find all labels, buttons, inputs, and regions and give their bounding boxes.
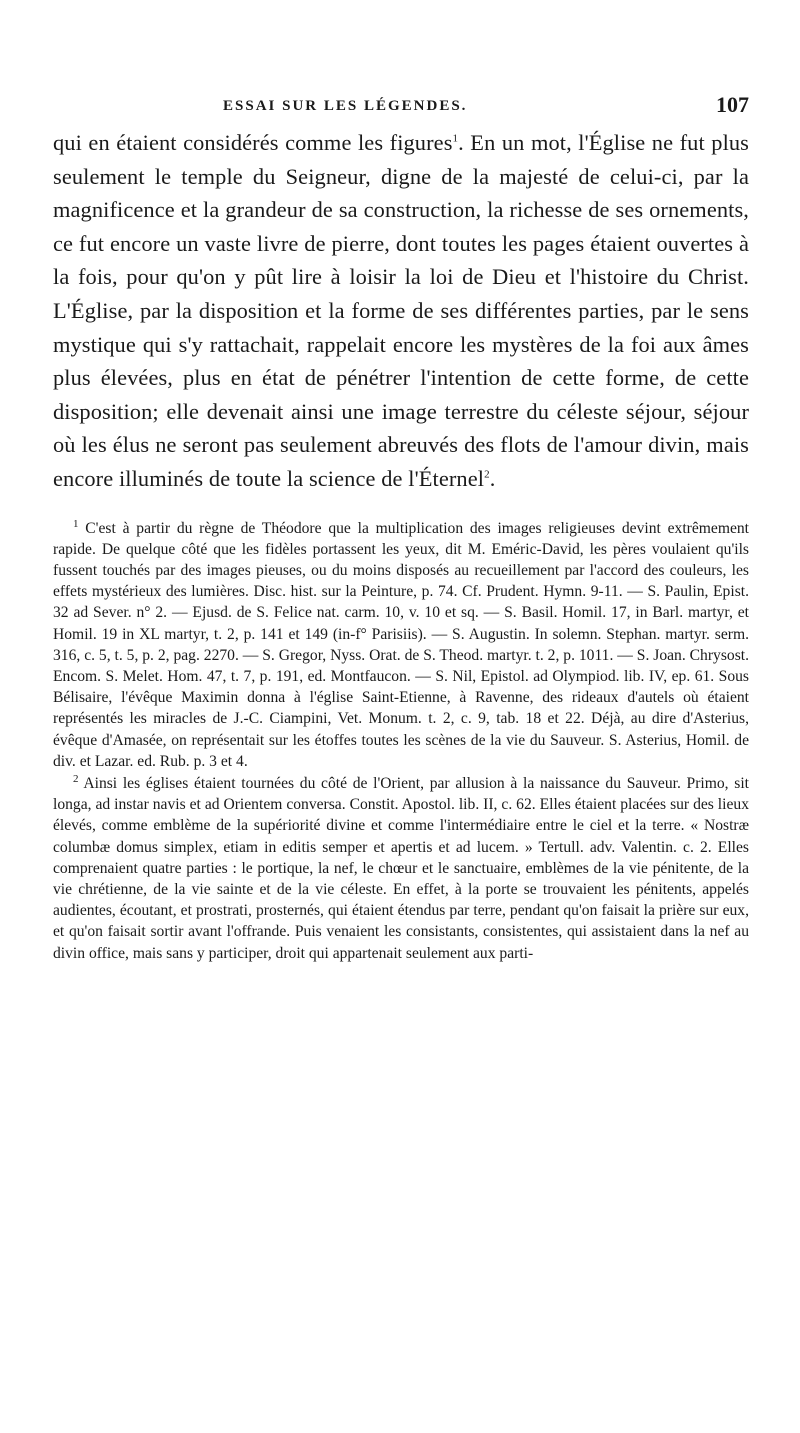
footnote-text-1: C'est à partir du règne de Théodore que la multiplication des images religieuses devint extrêmement rapide. De quelque côté que les fidèles portassent les yeux, dit M. Eméric-David, les pères voulaient qu'ils fussent touchés par des images pieuses, ou du moins disposés au recueillement par l'accord des couleurs, les effets mystérieux des lumières. Disc. hist. sur la Peinture, p. 74. Cf. Prudent. Hymn. 9-11. — S. Paulin, Epist. 32 ad Sever. n° 2. — Ejusd. de S. Felice nat. carm. 10, v. 10 et sq. — S. Basil. Homil. 17, in Barl. martyr, et Homil. 19 in XL martyr, t. 2, p. 141 et 149 (in-f° Parisiis). — S. Augustin. In solemn. Stephan. martyr. serm. 316, c. 5, t. 5, p. 2, pag. 2270. — S. Gregor, Nyss. Orat. de S. Theod. martyr. t. 2, p. 1011. — S. Joan. Chrysost. Encom. S. Melet. Hom. 47, t. 7, p. 191, ed. Montfaucon. — S. Nil, Epistol. ad Olympiod. lib. IV, ep. 61. Sous Bélisaire, l'évêque Maximin donna à l'église Saint-Etienne, à Ravenne, des rideaux d'autels où étaient représentés les miracles de J.-C. Ciampini, Vet. Monum. t. 2, c. 9, tab. 18 et 22. Déjà, au dire d'Asterius, évêque d'Amasée, on représentait sur les étoffes toutes les scènes de la vie du Sauveur. S. Asterius, Homil. de div. et Lazar. ed. Rub. p. 3 et 4.: [53, 519, 749, 770]
footnote-marker-2: 2: [73, 772, 79, 785]
main-paragraph: [53, 126, 749, 496]
footnotes: [53, 518, 749, 964]
paragraph-text-part1: qui en étaient considérés comme les figures: [53, 130, 453, 155]
footnote-marker-1: 1: [73, 517, 79, 530]
footnote-ref-2: 2: [484, 468, 490, 481]
footnote-2: [53, 773, 749, 964]
paragraph-text-end: .: [489, 465, 496, 491]
paragraph-text-part2: . En un mot, l'Église ne fut plus seulement le temple du Seigneur, digne de la majesté de celui-ci, par la magnificence et la grandeur de sa construction, la richesse de ses ornements, ce fut encore un vaste livre de pierre, dont toutes les pages étaient ouvertes à la fois, pour qu'on y pût lire à loisir la loi de Dieu et l'histoire du Christ. L'Église, par la disposition et la forme de ses différentes parties, par le sens mystique qui s'y rattachait, rappelait encore les mystères de la foi aux âmes plus élevées, plus en état de pénétrer l'intention de cette forme, de cette disposition; elle devenait ainsi une image terrestre du céleste séjour, séjour où les élus ne seront pas seulement abreuvés des flots de l'amour divin, mais encore illuminés de toute la science de l'Éternel: [53, 130, 749, 491]
book-page: [53, 92, 749, 964]
footnote-text-2: Ainsi les églises étaient tournées du côté de l'Orient, par allusion à la naissance du Sauveur. Primo, sit longa, ad instar navis et ad Orientem conversa. Constit. Apostol. lib. II, c. 62. Elles étaient placées sur des lieux élevés, comme emblème de la supériorité divine et comme l'intermédiaire entre le ciel et la terre. « Nostræ columbæ domus simplex, etiam in editis semper et apertis et ad lucem. » Tertull. adv. Valentin. c. 2. Elles comprenaient quatre parties : le portique, la nef, le chœur et le sanctuaire, emblèmes de la vie pénitente, de la vie chrétienne, de la vie sainte et de la vie céleste. En effet, à la porte se trouvaient les pénitents, appelés audientes, écoutant, et prostrati, prosternés, qui étaient étendus par terre, pendant qu'on faisait la prière sur eux, et qu'on faisait sortir avant l'offrande. Puis venaient les consistants, consistentes, qui assistaient dans la nef au divin office, mais sans y participer, droit qui appartenait seulement aux parti-: [53, 774, 749, 962]
page-header: [53, 92, 749, 126]
footnote-1: [53, 518, 749, 772]
page-number: 107: [716, 92, 749, 117]
running-head: ESSAI SUR LES LÉGENDES.: [223, 98, 468, 114]
footnote-ref-1: 1: [452, 132, 459, 145]
